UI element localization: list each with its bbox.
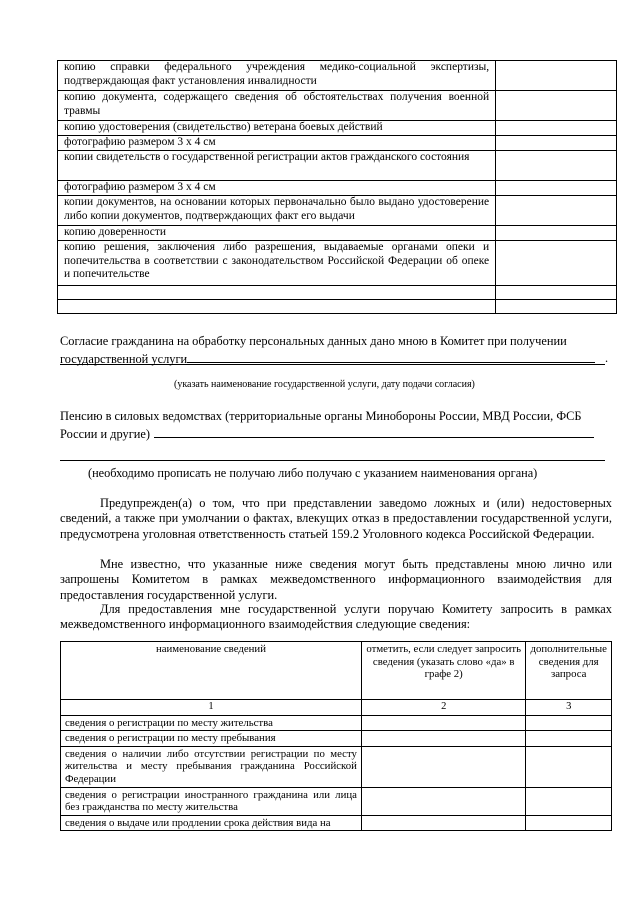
request-extra-cell[interactable]: [526, 787, 612, 815]
document-check-cell[interactable]: [496, 61, 617, 91]
request-item: сведения о выдаче или продлении срока действия вида на: [61, 815, 362, 831]
request-item: сведения о наличии либо отсутствии регистрации по месту жительства и месту пребывания гражданина Российской Федерации: [61, 746, 362, 787]
column-number: 1: [61, 700, 362, 716]
pension-text-cont: России и другие): [60, 426, 151, 441]
pension-text: Пенсию в силовых ведомствах (территориальные органы Минобороны России, МВД России, ФСБ: [60, 409, 582, 423]
document-check-cell[interactable]: [496, 226, 617, 241]
request-table: [60, 641, 612, 831]
document-item: копию документа, содержащего сведения об обстоятельствах получения военной травмы: [58, 91, 496, 121]
column-number: 3: [526, 700, 612, 716]
documents-table: [57, 60, 617, 314]
document-item: копию доверенности: [58, 226, 496, 241]
awareness-paragraph: Мне известно, что указанные ниже сведения могут быть представлены мною лично или запрошены Комитетом в рамках межведомственного информационного взаимодействия для предоставления государственной услуги.: [60, 557, 612, 602]
table-row: [61, 731, 612, 747]
table-row: [58, 241, 617, 286]
table-row: [58, 226, 617, 241]
table-row: [58, 286, 617, 300]
pension-organ-field[interactable]: [154, 425, 594, 438]
table-row: [61, 815, 612, 831]
document-check-cell[interactable]: [496, 286, 617, 300]
document-item: фотографию размером 3 х 4 см: [58, 181, 496, 196]
header-extra: дополнительные сведения для запроса: [526, 642, 612, 700]
table-row: [61, 746, 612, 787]
request-mark-cell[interactable]: [361, 731, 526, 747]
document-item: копию справки федерального учреждения медико-социальной экспертизы, подтверждающая факт установления инвалидности: [58, 61, 496, 91]
request-extra-cell[interactable]: [526, 715, 612, 731]
table-row: [58, 300, 617, 314]
request-mark-cell[interactable]: [361, 815, 526, 831]
request-paragraph: Для предоставления мне государственной услуги поручаю Комитету запросить в рамках межведомственного информационного взаимодействия следующие сведения:: [60, 602, 612, 632]
header-mark: отметить, если следует запросить сведения (указать слово «да» в графе 2): [361, 642, 526, 700]
consent-caption: (указать наименование государственной услуги, дату подачи согласия): [174, 379, 475, 390]
table-row: [58, 151, 617, 181]
table-header-row: [61, 642, 612, 700]
request-mark-cell[interactable]: [361, 715, 526, 731]
document-item: фотографию размером 3 х 4 см: [58, 136, 496, 151]
request-extra-cell[interactable]: [526, 746, 612, 787]
request-item: сведения о регистрации по месту жительства: [61, 715, 362, 731]
document-check-cell[interactable]: [496, 300, 617, 314]
pension-organ-field-2[interactable]: [60, 460, 605, 461]
request-item: сведения о регистрации по месту пребывания: [61, 731, 362, 747]
table-row: [61, 787, 612, 815]
table-row: [58, 181, 617, 196]
document-check-cell[interactable]: [496, 121, 617, 136]
consent-service-field[interactable]: [187, 350, 595, 363]
document-item: копии документов, на основании которых первоначально было выдано удостоверение либо копии документов, подтверждающих факт его выдачи: [58, 196, 496, 226]
consent-section: [60, 334, 612, 367]
table-row: [58, 91, 617, 121]
table-row: [61, 715, 612, 731]
pension-section: [60, 409, 612, 442]
document-check-cell[interactable]: [496, 196, 617, 226]
document-item[interactable]: [58, 300, 496, 314]
document-check-cell[interactable]: [496, 136, 617, 151]
table-row: [58, 61, 617, 91]
warning-paragraph: Предупрежден(а) о том, что при представлении заведомо ложных и (или) недостоверных сведений, а также при умолчании о фактах, влекущих отказ в предоставлении государственной услуги, предусмотрена уголовная ответственность статьей 159.2 Уголовного кодекса Российской Федерации.: [60, 496, 612, 541]
consent-end-mark: .: [605, 351, 609, 365]
table-number-row: [61, 700, 612, 716]
request-item: сведения о регистрации иностранного гражданина или лица без гражданства по месту жительства: [61, 787, 362, 815]
document-item: копию решения, заключения либо разрешения, выдаваемые органами опеки и попечительства в соответствии с законодательством Российской Федерации об опеке и попечительстве: [58, 241, 496, 286]
document-item: копии свидетельств о государственной регистрации актов гражданского состояния: [58, 151, 496, 181]
table-row: [58, 136, 617, 151]
document-item: копию удостоверения (свидетельство) ветерана боевых действий: [58, 121, 496, 136]
request-extra-cell[interactable]: [526, 731, 612, 747]
request-mark-cell[interactable]: [361, 746, 526, 787]
pension-caption: (необходимо прописать не получаю либо получаю с указанием наименования органа): [88, 466, 538, 480]
consent-text: Согласие гражданина на обработку персональных данных дано мною в Комитет при получении: [60, 334, 567, 348]
table-row: [58, 196, 617, 226]
consent-date-field[interactable]: [60, 364, 605, 365]
document-check-cell[interactable]: [496, 181, 617, 196]
consent-text-cont: государственной услуги: [60, 351, 188, 366]
document-check-cell[interactable]: [496, 151, 617, 181]
header-name: наименование сведений: [61, 642, 362, 700]
pension-line: [60, 425, 612, 443]
document-check-cell[interactable]: [496, 91, 617, 121]
table-row: [58, 121, 617, 136]
request-mark-cell[interactable]: [361, 787, 526, 815]
column-number: 2: [361, 700, 526, 716]
request-extra-cell[interactable]: [526, 815, 612, 831]
document-check-cell[interactable]: [496, 241, 617, 286]
document-item[interactable]: [58, 286, 496, 300]
